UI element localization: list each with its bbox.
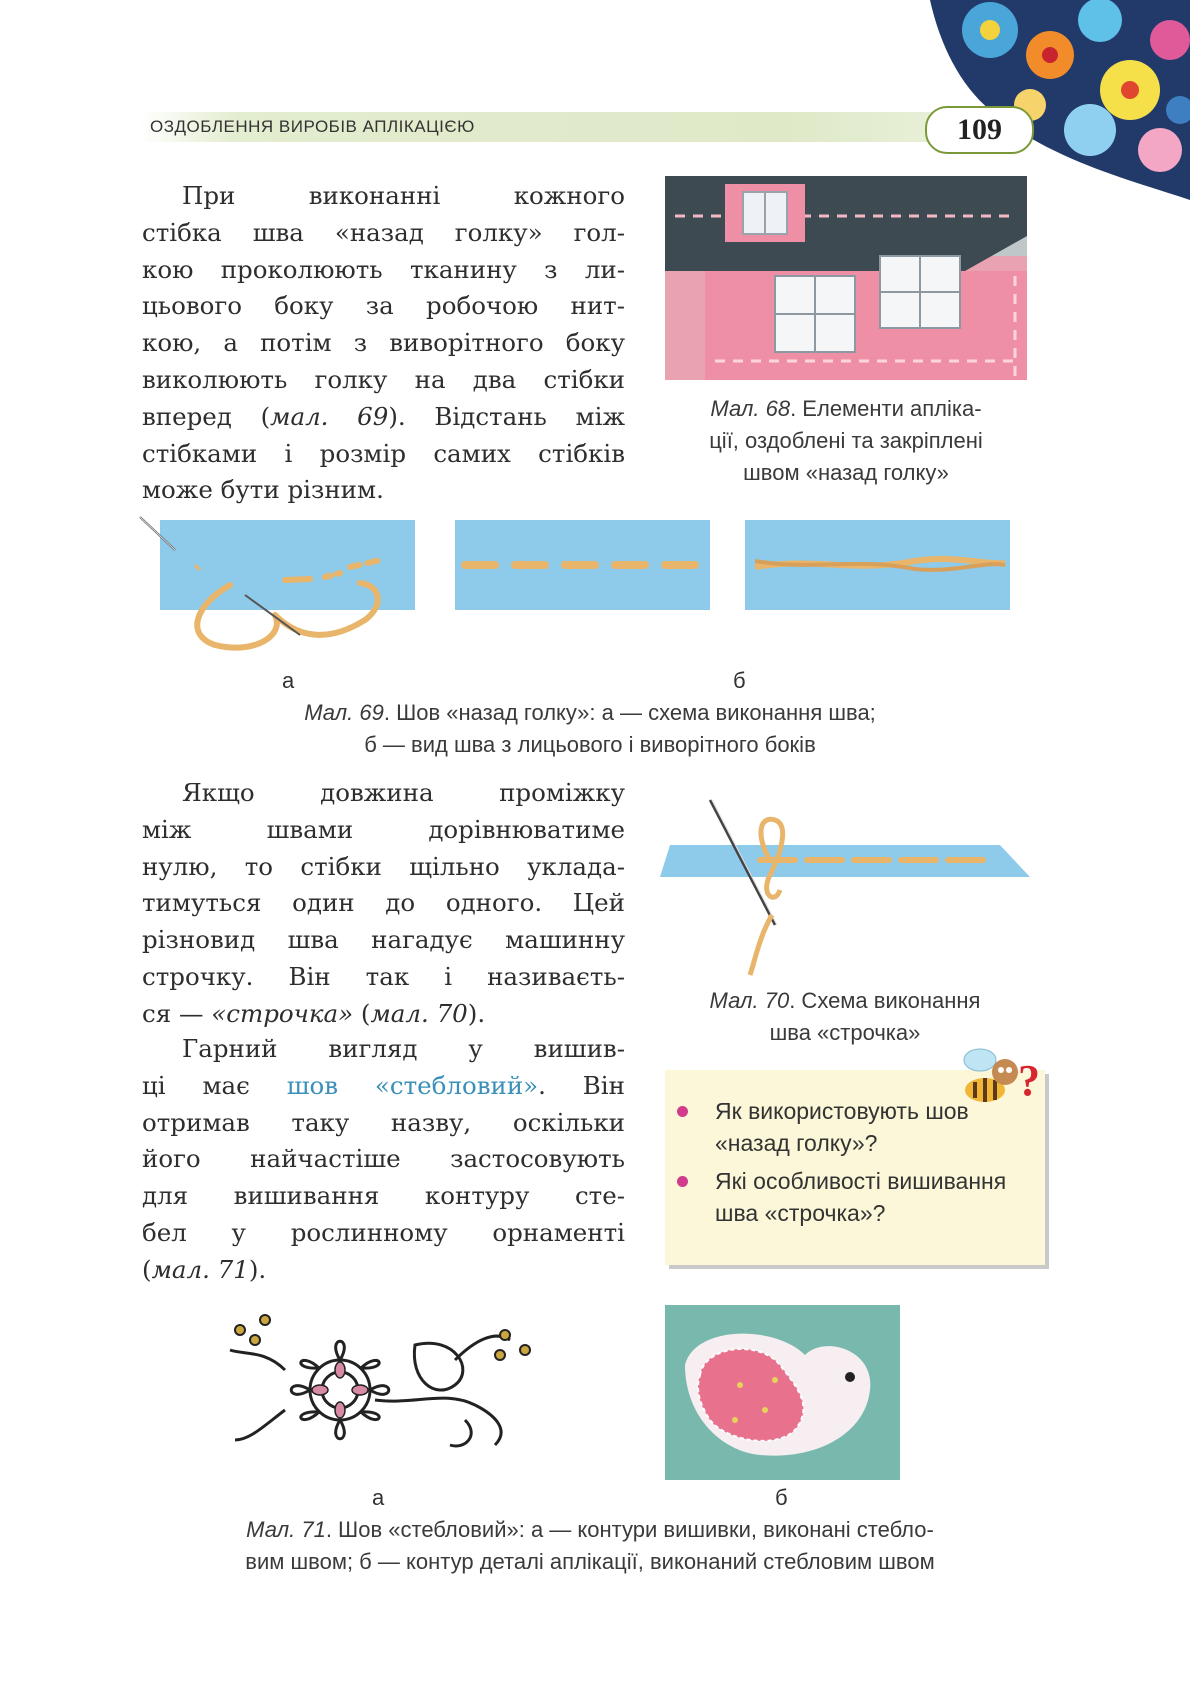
- text-line: нулю, то стібки щільно уклада-: [142, 851, 625, 881]
- term-emphasis: «строчка»: [211, 998, 354, 1028]
- caption-text: . Схема виконання: [789, 988, 981, 1013]
- text-line: [142, 399, 625, 436]
- paragraph-running-stitch: [142, 775, 625, 1033]
- running-stitch-diagram: [660, 795, 1030, 980]
- figure-68-caption: [650, 393, 1042, 489]
- text-line: цьового боку за робочою нит-: [142, 291, 625, 321]
- page-number: 109: [925, 106, 1034, 154]
- running-header: ОЗДОБЛЕННЯ ВИРОБІВ АПЛІКАЦІЄЮ: [150, 117, 475, 136]
- text-line: строчку. Він так і називаєть-: [142, 961, 625, 991]
- panel-label-b: б: [733, 668, 746, 693]
- text-fragment: ). Відстань між: [388, 401, 625, 431]
- text-fragment: (: [353, 998, 371, 1028]
- bee-question-icon: [955, 1040, 1045, 1120]
- figure-69-caption: [150, 697, 1030, 761]
- question-2: Які особливості вишивання шва «строчка»?: [715, 1168, 1007, 1226]
- corner-flower-decoration: [930, 0, 1190, 200]
- figure-reference: мал. 71: [151, 1254, 249, 1284]
- text-fragment: . Він: [538, 1070, 625, 1100]
- caption-line: [655, 985, 1035, 1017]
- figure-label: Мал. 70: [709, 988, 790, 1013]
- text-line: його найчастіше застосовують: [142, 1144, 625, 1174]
- figure-reference: мал. 70: [370, 998, 468, 1028]
- text-line: [142, 1068, 625, 1105]
- text-line: стібками і розмір самих стібків: [142, 438, 625, 468]
- figure-reference: мал. 69: [270, 401, 389, 431]
- text-line: Якщо довжина проміжку: [182, 778, 625, 807]
- text-fragment: ся —: [142, 998, 212, 1028]
- text-line: тимуться один до одного. Цей: [142, 888, 625, 918]
- svg-text:?: ?: [1018, 1056, 1040, 1105]
- text-fragment: (: [142, 1254, 152, 1284]
- caption-line: б — вид шва з лицьового і виворітного боків: [364, 732, 816, 757]
- caption-text: . Шов «стебловий»: а — контури вишивки, виконані стебло-: [325, 1517, 934, 1542]
- text-line: стібка шва «назад голку» гол-: [142, 217, 625, 247]
- panel-label-a: а: [372, 1485, 385, 1510]
- text-line: [142, 996, 625, 1033]
- figure-label: Мал. 68: [710, 396, 791, 421]
- stem-stitch-embroidery-drawing: [225, 1310, 545, 1465]
- text-fragment: вперед (: [142, 401, 271, 431]
- text-fragment: ).: [248, 1254, 267, 1284]
- text-line: [142, 1252, 625, 1289]
- text-line: кою проколюють тканину з ли-: [142, 254, 625, 284]
- caption-line: [650, 393, 1042, 425]
- panel-label-b: б: [775, 1485, 788, 1510]
- text-fragment: ).: [467, 998, 486, 1028]
- caption-line: ції, оздоблені та закріплені: [709, 428, 983, 453]
- text-line: різновид шва нагадує машинну: [142, 925, 625, 955]
- text-line: При виконанні кожного: [182, 181, 625, 210]
- text-line: між швами дорівнюватиме: [142, 814, 625, 844]
- felt-bird-photo: [665, 1305, 900, 1480]
- text-fragment: ці має: [142, 1070, 287, 1100]
- text-line: бел у рослинному орнаменті: [142, 1217, 625, 1247]
- caption-text: . Шов «назад голку»: а — схема виконання шва;: [383, 700, 876, 725]
- caption-line: шва «строчка»: [769, 1020, 921, 1045]
- text-line: виколюють голку на два стібки: [142, 364, 625, 394]
- panel-label-a: а: [282, 668, 295, 693]
- bullet-icon: [677, 1176, 688, 1187]
- question-1: Як використовують шов «назад голку»?: [715, 1098, 969, 1156]
- caption-line: [150, 697, 1030, 729]
- text-line: Гарний вигляд у вишив-: [182, 1034, 625, 1063]
- caption-line: швом «назад голку»: [743, 460, 949, 485]
- term-highlight: шов «стебловий»: [286, 1070, 539, 1100]
- figure-71-caption: [140, 1514, 1040, 1578]
- text-line: для вишивання контуру сте-: [142, 1181, 625, 1211]
- figure-label: Мал. 71: [246, 1517, 326, 1542]
- caption-text: . Елементи апліка-: [790, 396, 982, 421]
- paragraph-stem-stitch: [142, 1031, 625, 1289]
- text-line: може бути різним.: [142, 475, 384, 505]
- figure-label: Мал. 69: [304, 700, 384, 725]
- text-line: отримав таку назву, оскільки: [142, 1107, 625, 1137]
- paragraph-backstitch: [142, 178, 625, 509]
- bullet-icon: [677, 1106, 688, 1117]
- backstitch-diagrams: [135, 515, 1015, 660]
- caption-line: [140, 1514, 1040, 1546]
- caption-line: вим швом; б — контур деталі аплікації, виконаний стебловим швом: [245, 1549, 935, 1574]
- felt-house-photo: [665, 176, 1027, 380]
- text-line: кою, а потім з виворітного боку: [142, 328, 625, 358]
